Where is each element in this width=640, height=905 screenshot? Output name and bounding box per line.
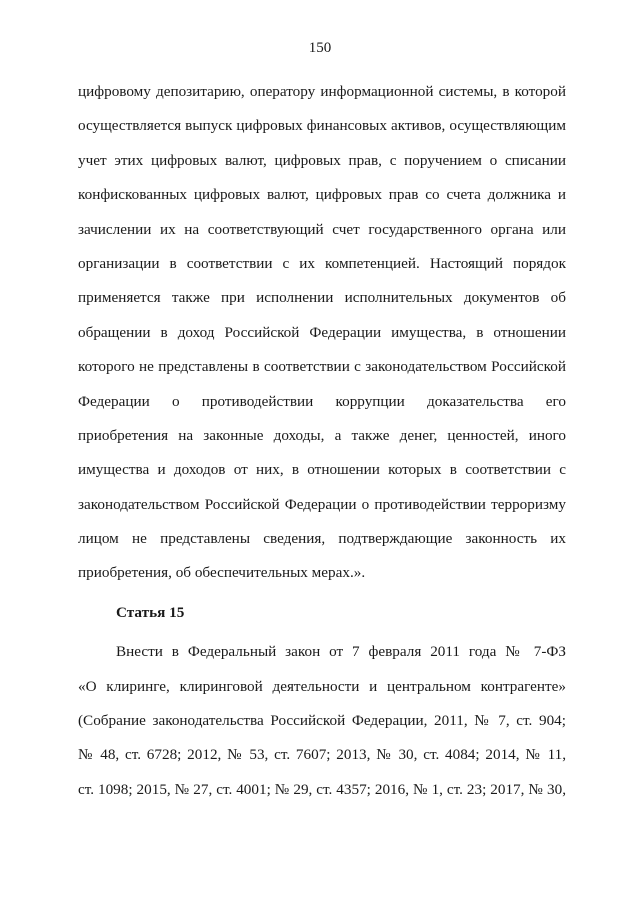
text-line: ст. 1098; 2015, № 27, ст. 4001; № 29, ст. 4357; 2016, № 1, ст. 23; 2017, № 30, bbox=[78, 780, 566, 798]
article-paragraph bbox=[78, 635, 566, 807]
text-line: лицом не представлены сведения, подтверждающие законность их bbox=[78, 530, 566, 548]
paragraph-continuation bbox=[78, 75, 566, 591]
text-line: имущества и доходов от них, в отношении которых в соответствии с bbox=[78, 461, 566, 479]
text-line: (Собрание законодательства Российской Федерации, 2011, № 7, ст. 904; bbox=[78, 712, 566, 730]
article-heading: Статья 15 bbox=[116, 603, 185, 621]
text-line: приобретения, об обеспечительных мерах.». bbox=[78, 564, 366, 582]
page-number: 150 bbox=[308, 40, 332, 56]
text-line: зачислении их на соответствующий счет государственного органа или bbox=[78, 220, 566, 238]
text-line: цифровому депозитарию, оператору информационной системы, в которой bbox=[78, 83, 566, 100]
text-line: Федерации о противодействии коррупции доказательства его bbox=[78, 392, 566, 410]
text-line: организации в соответствии с их компетенцией. Настоящий порядок bbox=[78, 254, 566, 272]
text-line: учет этих цифровых валют, цифровых прав, с поручением о списании bbox=[78, 151, 566, 169]
text-line: приобретения на законные доходы, а также денег, ценностей, иного bbox=[78, 426, 566, 444]
text-line: которого не представлены в соответствии с законодательством Российской bbox=[78, 358, 566, 376]
document-body bbox=[78, 75, 566, 807]
text-line: обращении в доход Российской Федерации имущества, в отношении bbox=[78, 323, 566, 341]
text-line: применяется также при исполнении исполнительных документов об bbox=[78, 289, 566, 307]
text-line: законодательством Российской Федерации о противодействии терроризму bbox=[78, 495, 566, 513]
text-line: «О клиринге, клиринговой деятельности и центральном контрагенте» bbox=[78, 677, 566, 695]
text-line: конфискованных цифровых валют, цифровых прав со счета должника и bbox=[78, 186, 566, 204]
text-line: Внести в Федеральный закон от 7 февраля 2011 года № 7-ФЗ bbox=[116, 643, 566, 661]
text-line: осуществляется выпуск цифровых финансовых активов, осуществляющим bbox=[78, 117, 566, 135]
text-line: № 48, ст. 6728; 2012, № 53, ст. 7607; 2013, № 30, ст. 4084; 2014, № 11, bbox=[78, 746, 566, 764]
